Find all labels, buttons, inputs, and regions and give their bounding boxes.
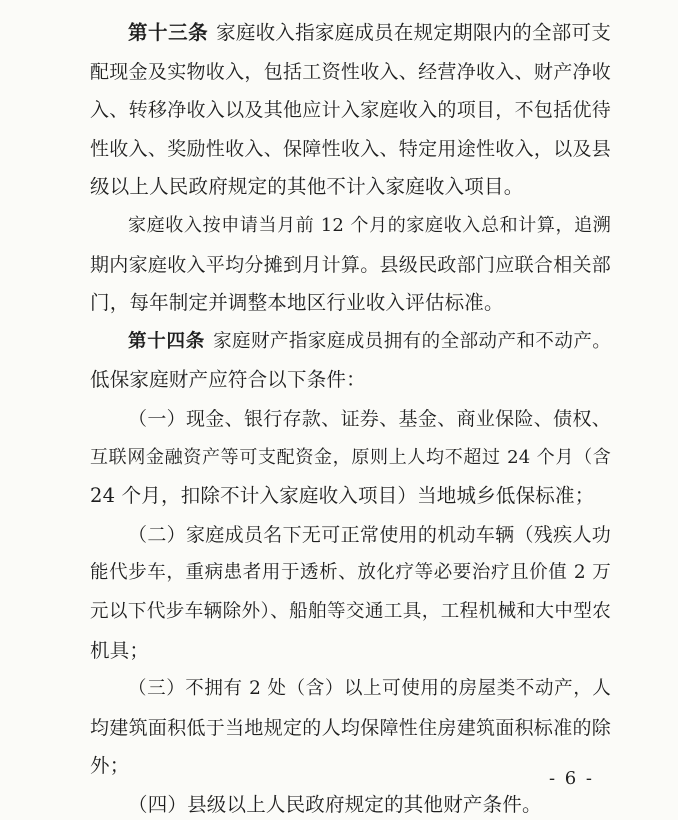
article13-line-1 [128, 18, 611, 48]
article13-line-3: 入、转移净收入以及其他应计入家庭收入的项目，不包括优待 [90, 99, 611, 122]
article13-line-5: 级以上人民政府规定的其他不计入家庭收入项目。 [90, 175, 524, 199]
item2-line-4: 机具； [90, 638, 150, 662]
item2-line-2: 能代步车，重病患者用于透析、放化疗等必要治疗且价值 2 万 [90, 562, 611, 584]
article14-text: 家庭财产指家庭成员拥有的全部动产和不动产。 [213, 330, 611, 352]
income-calc-line-1: 家庭收入按申请当月前 12 个月的家庭收入总和计算，追溯 [128, 215, 611, 236]
article14-heading: 第十四条 [128, 330, 206, 352]
page-number: - 6 - [548, 768, 594, 789]
income-calc-line-3: 门，每年制定并调整本地区行业收入评估标准。 [90, 291, 504, 315]
article13-text: 家庭收入指家庭成员在规定期限内的全部可支 [216, 21, 611, 44]
item3-line-3: 外； [90, 754, 130, 778]
item1-line-2: 互联网金融资产等可支配资金，原则上人均不超过 24 个月（含 [90, 446, 611, 468]
article14-line-1 [128, 327, 611, 357]
income-calc-line-2: 期内家庭收入平均分摊到月计算。县级民政部门应联合相关部 [90, 253, 611, 276]
article13-line-2: 配现金及实物收入，包括工资性收入、经营净收入、财产净收 [90, 60, 611, 83]
article13-heading: 第十三条 [128, 21, 209, 44]
article13-line-4: 性收入、奖励性收入、保障性收入、特定用途性收入，以及县 [90, 137, 611, 160]
item2-line-3: 元以下代步车辆除外）、船舶等交通工具，工程机械和大中型农 [90, 601, 611, 622]
item2-line-1: （二）家庭成员名下无可正常使用的机动车辆（残疾人功 [128, 523, 611, 546]
item4-line-1: （四）县级以上人民政府规定的其他财产条件。 [128, 793, 542, 816]
item3-line-2: 均建筑面积低于当地规定的人均保障性住房建筑面积标准的除 [90, 716, 611, 739]
item1-line-1: （一）现金、银行存款、证券、基金、商业保险、债权、 [128, 408, 611, 430]
article14-line-2: 低保家庭财产应符合以下条件： [90, 368, 366, 392]
item3-line-1: （三）不拥有 2 处（含）以上可使用的房屋类不动产，人 [128, 678, 611, 700]
item1-line-3: 24 个月，扣除不计入家庭收入项目）当地城乡低保标准； [90, 484, 595, 508]
